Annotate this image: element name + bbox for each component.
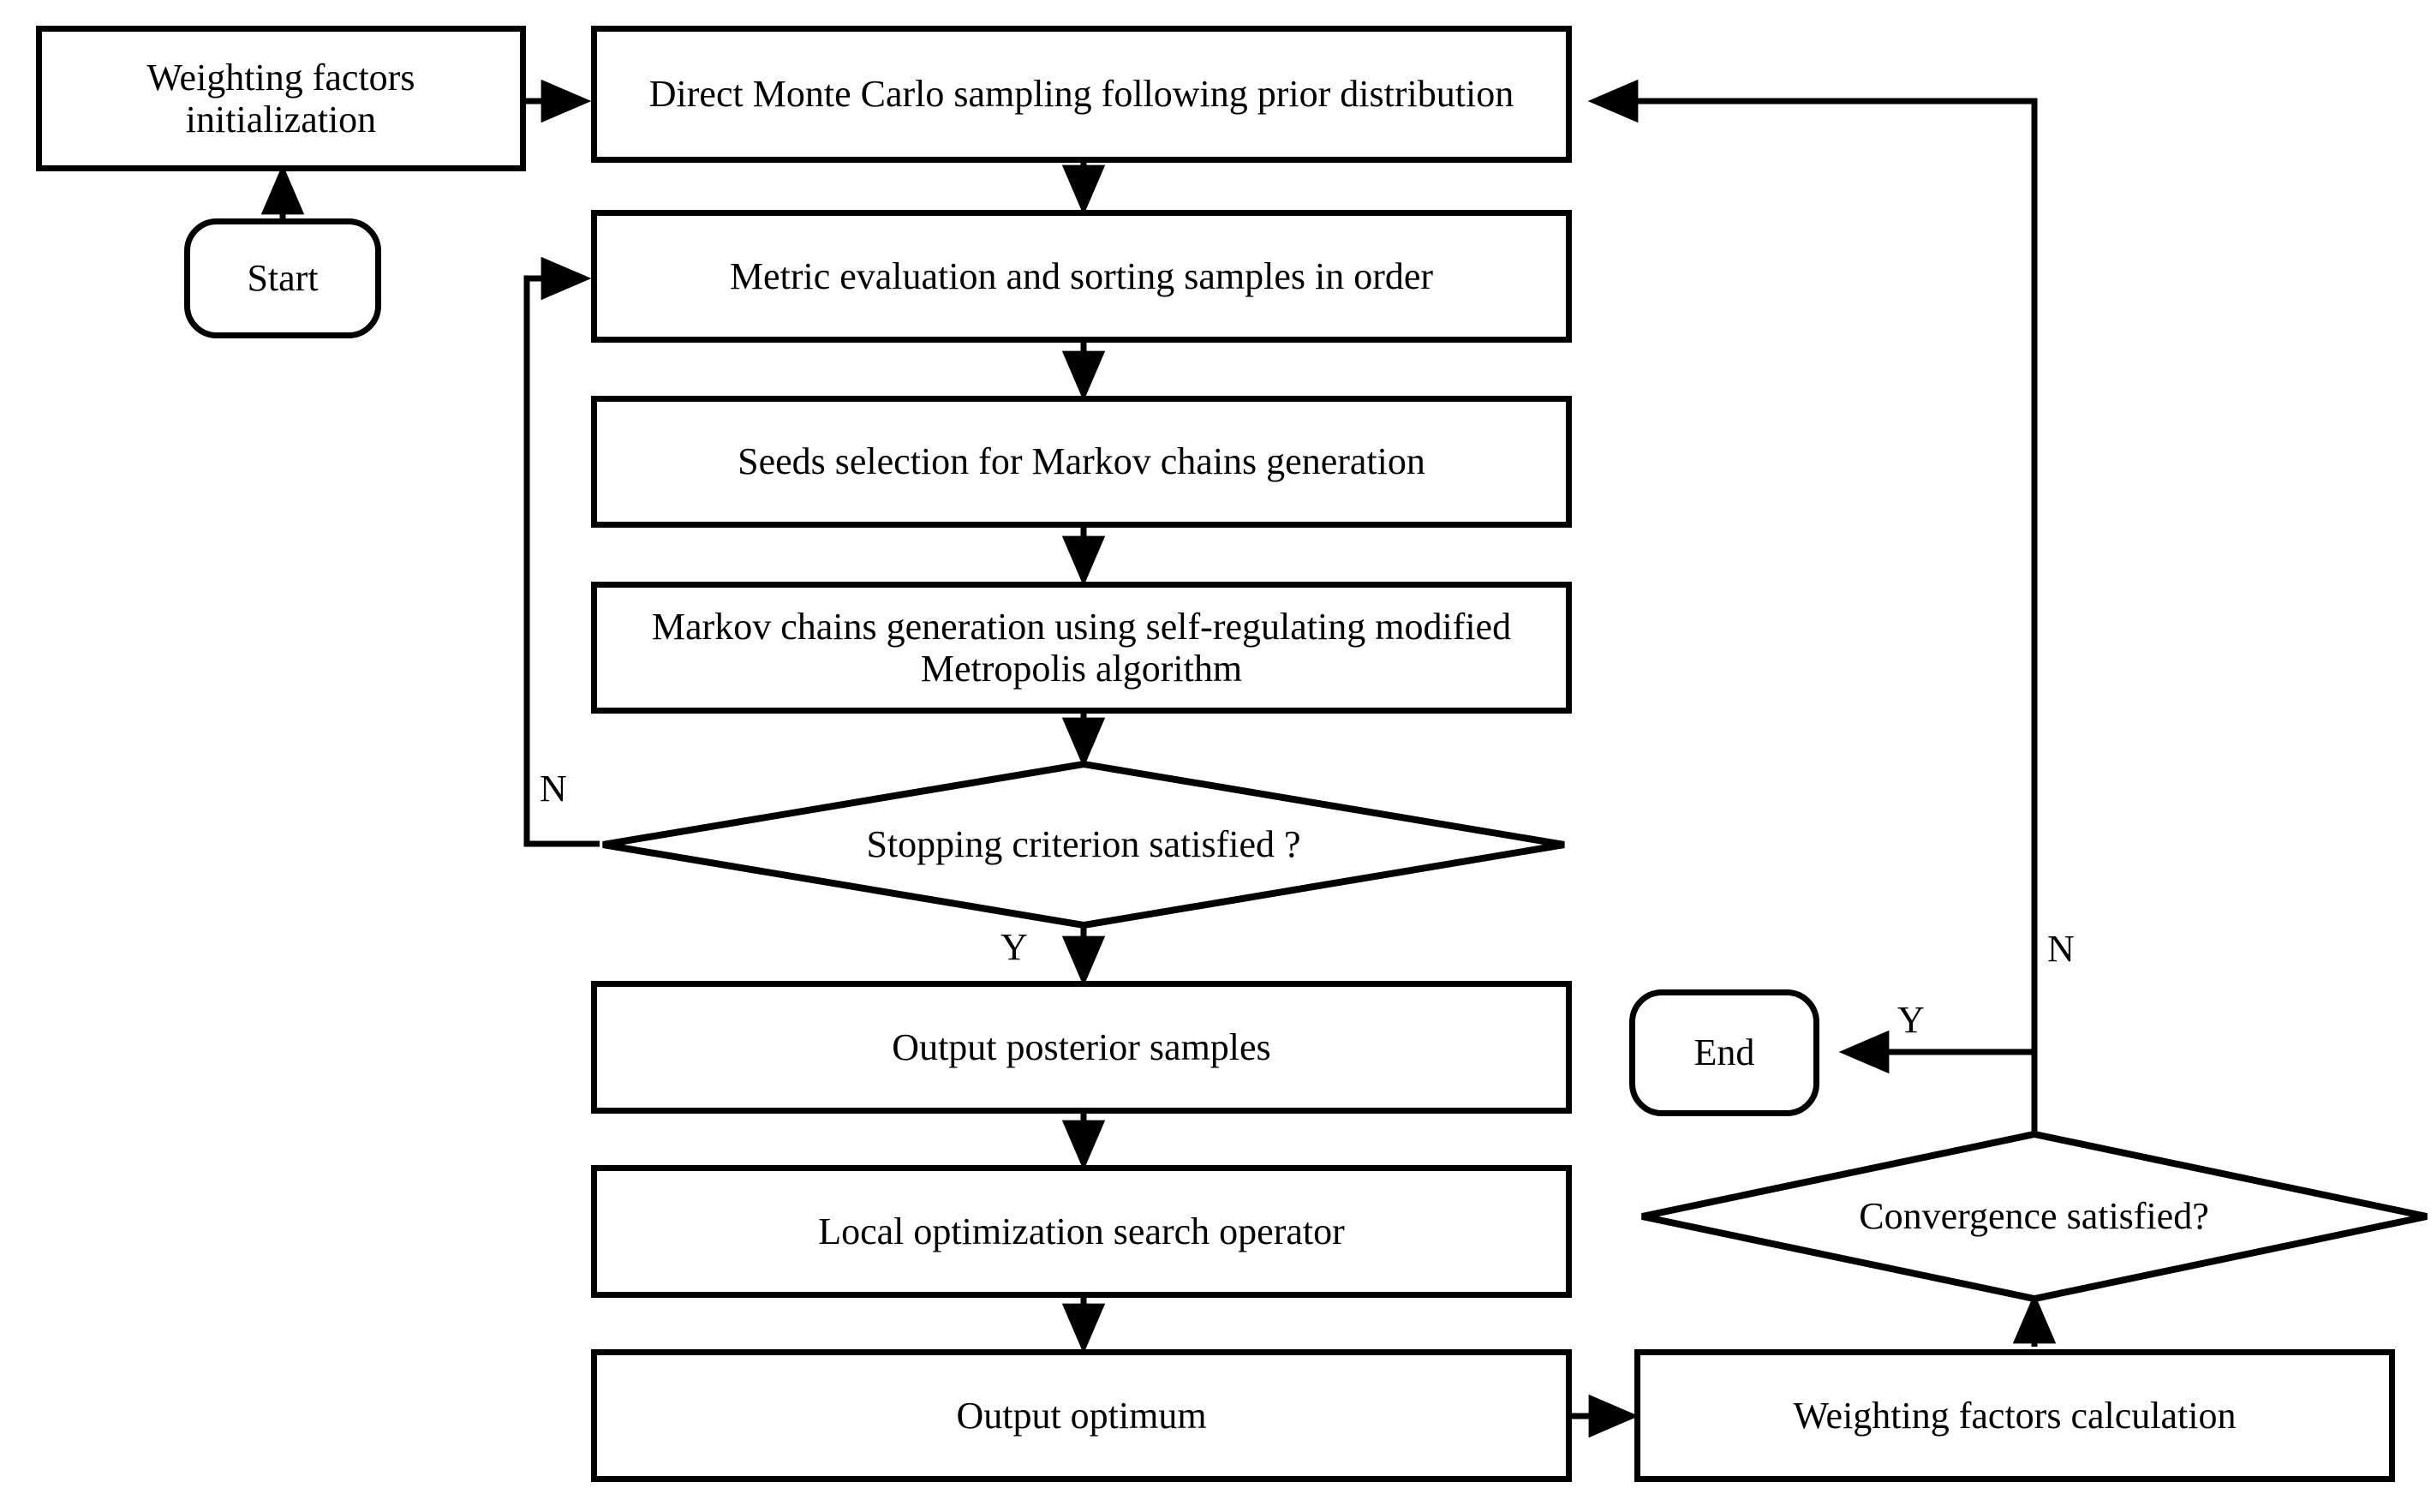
node-stopping-criterion[interactable] [600, 761, 1568, 929]
node-label: Stopping criterion satisfied ? [866, 823, 1301, 866]
node-label: Start [247, 257, 319, 300]
node-label: Output posterior samples [892, 1025, 1271, 1068]
node-label: Metric evaluation and sorting samples in order [729, 254, 1434, 297]
node-direct-monte-carlo-sampling[interactable] [591, 26, 1572, 163]
node-label: Markov chains generation using self-regulating modified Metropolis algorithm [651, 605, 1512, 690]
edge-label-stopping-yes: Y [1000, 926, 1028, 968]
node-start[interactable] [184, 218, 381, 338]
node-label: End [1693, 1031, 1755, 1074]
node-markov-chains-generation[interactable] [591, 582, 1572, 714]
node-local-optimization-search-operator[interactable] [591, 1165, 1572, 1298]
node-label: Seeds selection for Markov chains generation [738, 440, 1425, 483]
node-weighting-factors-initialization[interactable] [36, 26, 526, 171]
edge-label-stopping-no: N [540, 768, 567, 810]
node-end[interactable] [1629, 989, 1819, 1116]
node-weighting-factors-calculation[interactable] [1634, 1349, 2395, 1482]
node-metric-evaluation-sorting[interactable] [591, 210, 1572, 343]
node-label: Direct Monte Carlo sampling following prior distribution [648, 73, 1514, 116]
node-output-posterior-samples[interactable] [591, 981, 1572, 1114]
node-label: Weighting factors initialization [146, 56, 415, 140]
node-label: Output optimum [956, 1394, 1207, 1437]
edge-label-convergence-no: N [2047, 928, 2075, 970]
edge-label-convergence-yes: Y [1897, 999, 1925, 1041]
node-convergence-satisfied[interactable] [1638, 1131, 2430, 1302]
node-label: Local optimization search operator [818, 1210, 1345, 1252]
node-label: Weighting factors calculation [1793, 1394, 2237, 1437]
node-output-optimum[interactable] [591, 1349, 1572, 1482]
node-label: Convergence satisfied? [1859, 1195, 2209, 1238]
node-seeds-selection[interactable] [591, 396, 1572, 528]
